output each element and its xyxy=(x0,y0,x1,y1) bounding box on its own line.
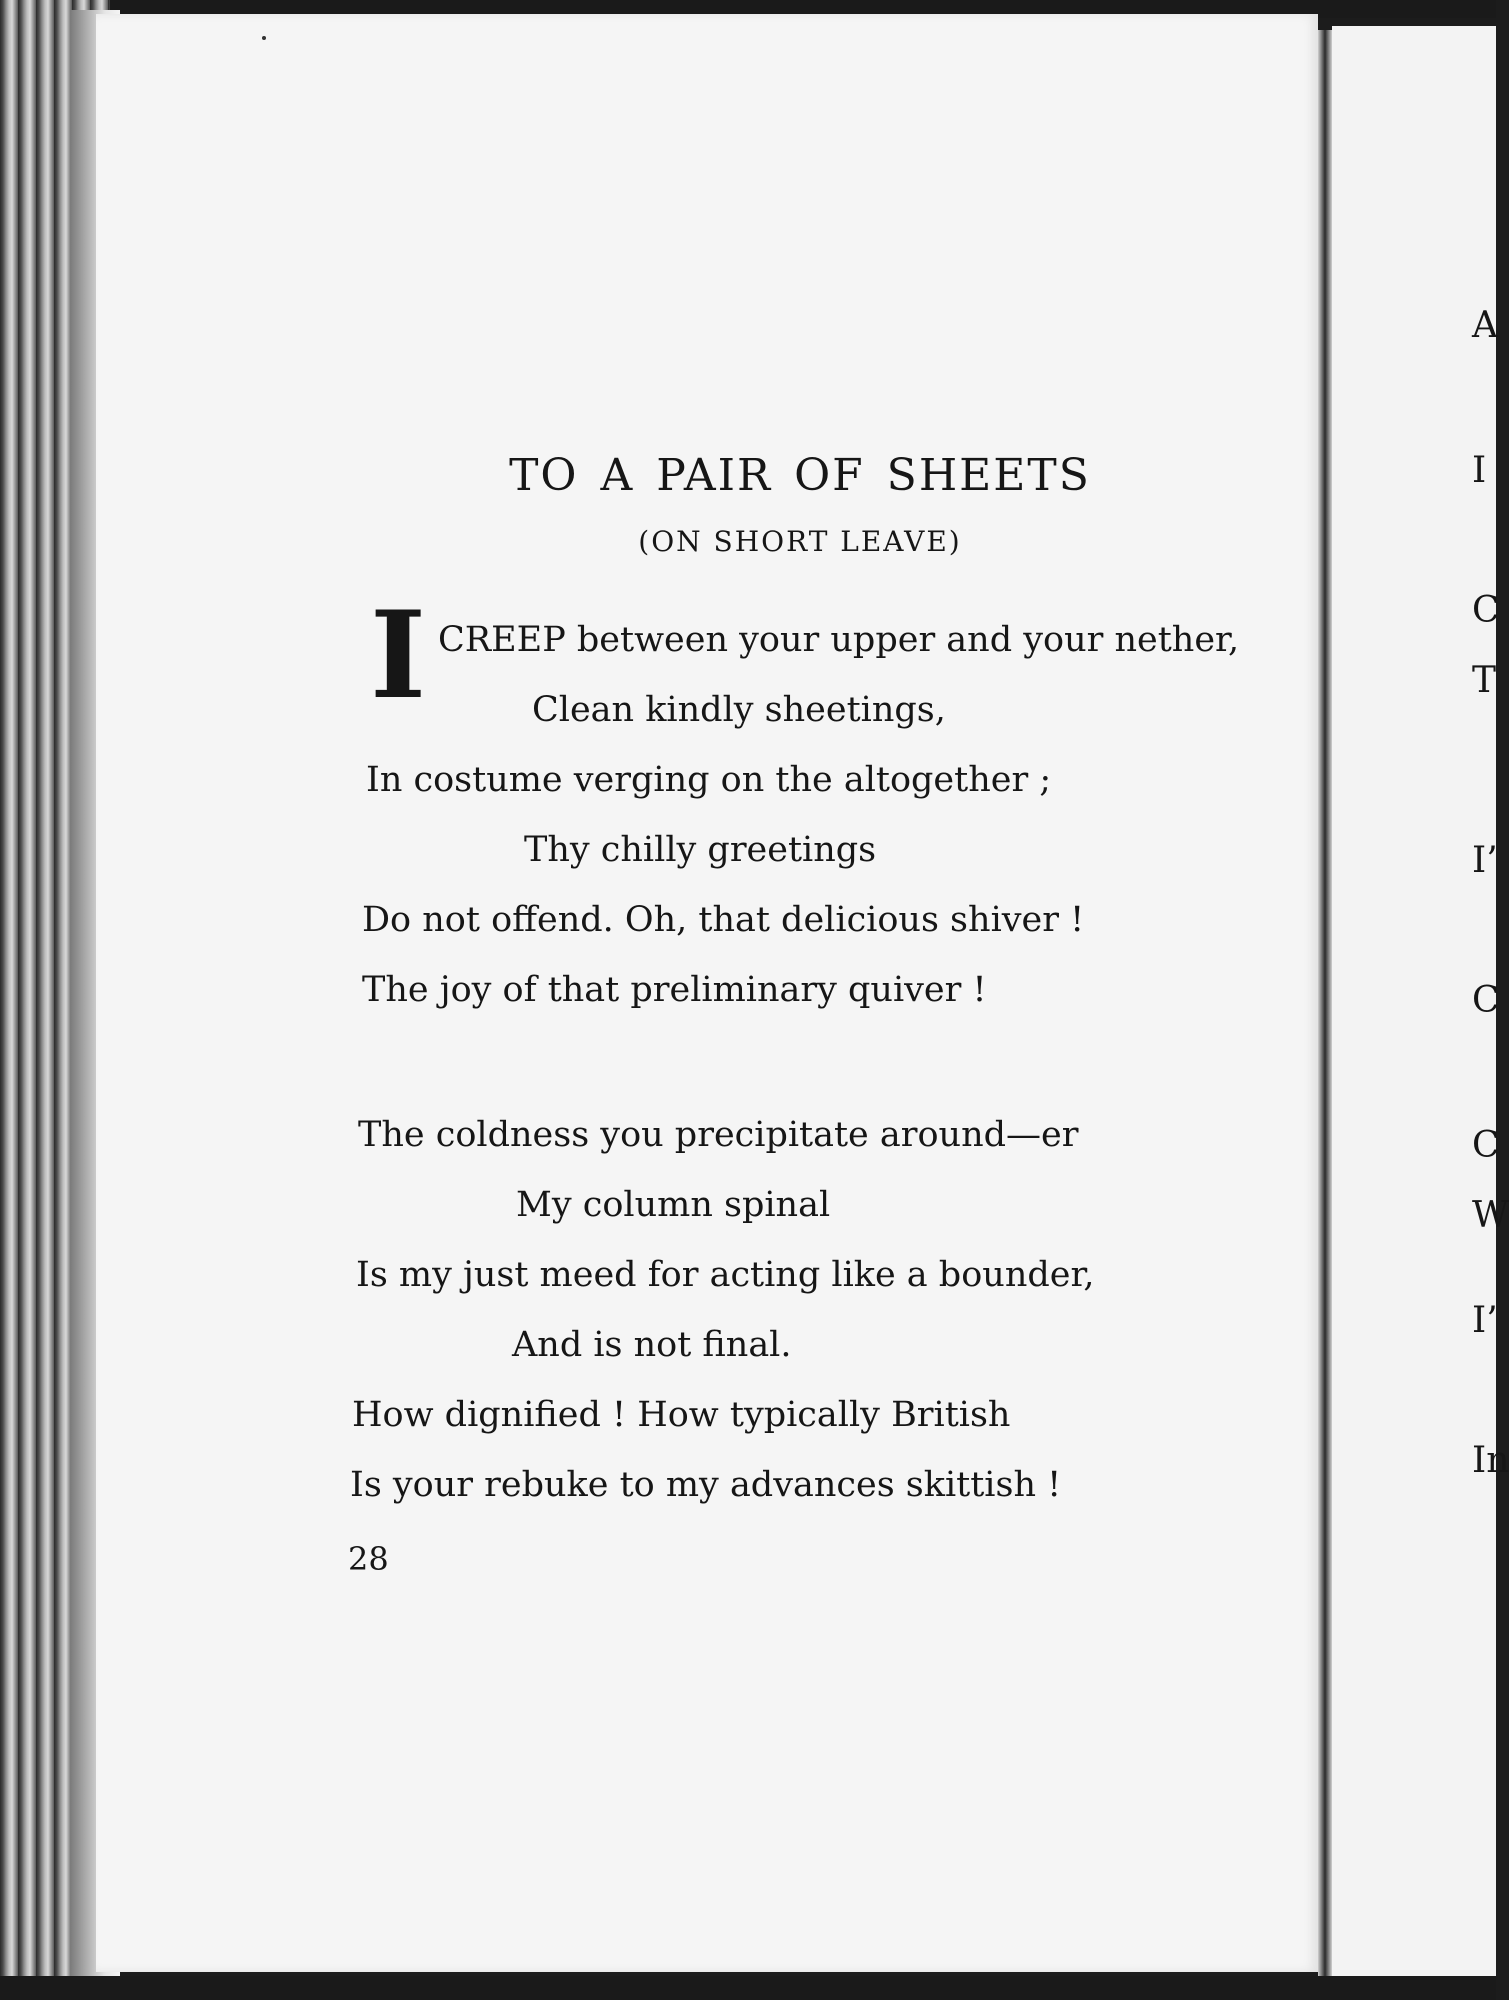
poem-line: Do not offend. Oh, that delicious shiver ! xyxy=(362,900,1085,940)
poem-line: In costume verging on the altogether ; xyxy=(366,760,1052,800)
ink-speck xyxy=(262,36,266,40)
facing-page-line-start: C xyxy=(1472,980,1500,1021)
poem-subtitle: (ON SHORT LEAVE) xyxy=(638,525,962,558)
facing-page-line-start: I xyxy=(1472,450,1487,491)
poem-line: And is not final. xyxy=(512,1325,792,1365)
page-number: 28 xyxy=(348,1540,389,1578)
poem-line: How dignified ! How typically British xyxy=(352,1395,1011,1435)
poem-line: The joy of that preliminary quiver ! xyxy=(362,970,987,1010)
poem-line: Is your rebuke to my advances skittish ! xyxy=(350,1465,1062,1505)
facing-page-line-start: C xyxy=(1472,1125,1500,1166)
poem-line: CREEP between your upper and your nether, xyxy=(438,620,1240,660)
poem-line: The coldness you precipitate around—er xyxy=(358,1115,1079,1155)
drop-cap: I xyxy=(370,585,427,726)
facing-page-line-start: I’ xyxy=(1472,1300,1498,1341)
facing-page-line-start: C xyxy=(1472,590,1500,631)
facing-page-line-start: In xyxy=(1472,1440,1509,1481)
facing-page-line-start: A xyxy=(1472,305,1498,346)
facing-page-line-start: W xyxy=(1472,1195,1509,1236)
poem-title: TO A PAIR OF SHEETS xyxy=(509,450,1091,501)
facing-page-line-start: I’ xyxy=(1472,840,1498,881)
facing-page-line-start: T xyxy=(1472,660,1497,701)
scan-border-bottom xyxy=(0,1976,1496,2000)
poem-line: My column spinal xyxy=(516,1185,831,1225)
poem-line: Thy chilly greetings xyxy=(524,830,877,870)
poem-line: Clean kindly sheetings, xyxy=(532,690,946,730)
book-gutter xyxy=(1318,30,1332,1980)
poem-line: Is my just meed for acting like a bounder, xyxy=(356,1255,1095,1295)
